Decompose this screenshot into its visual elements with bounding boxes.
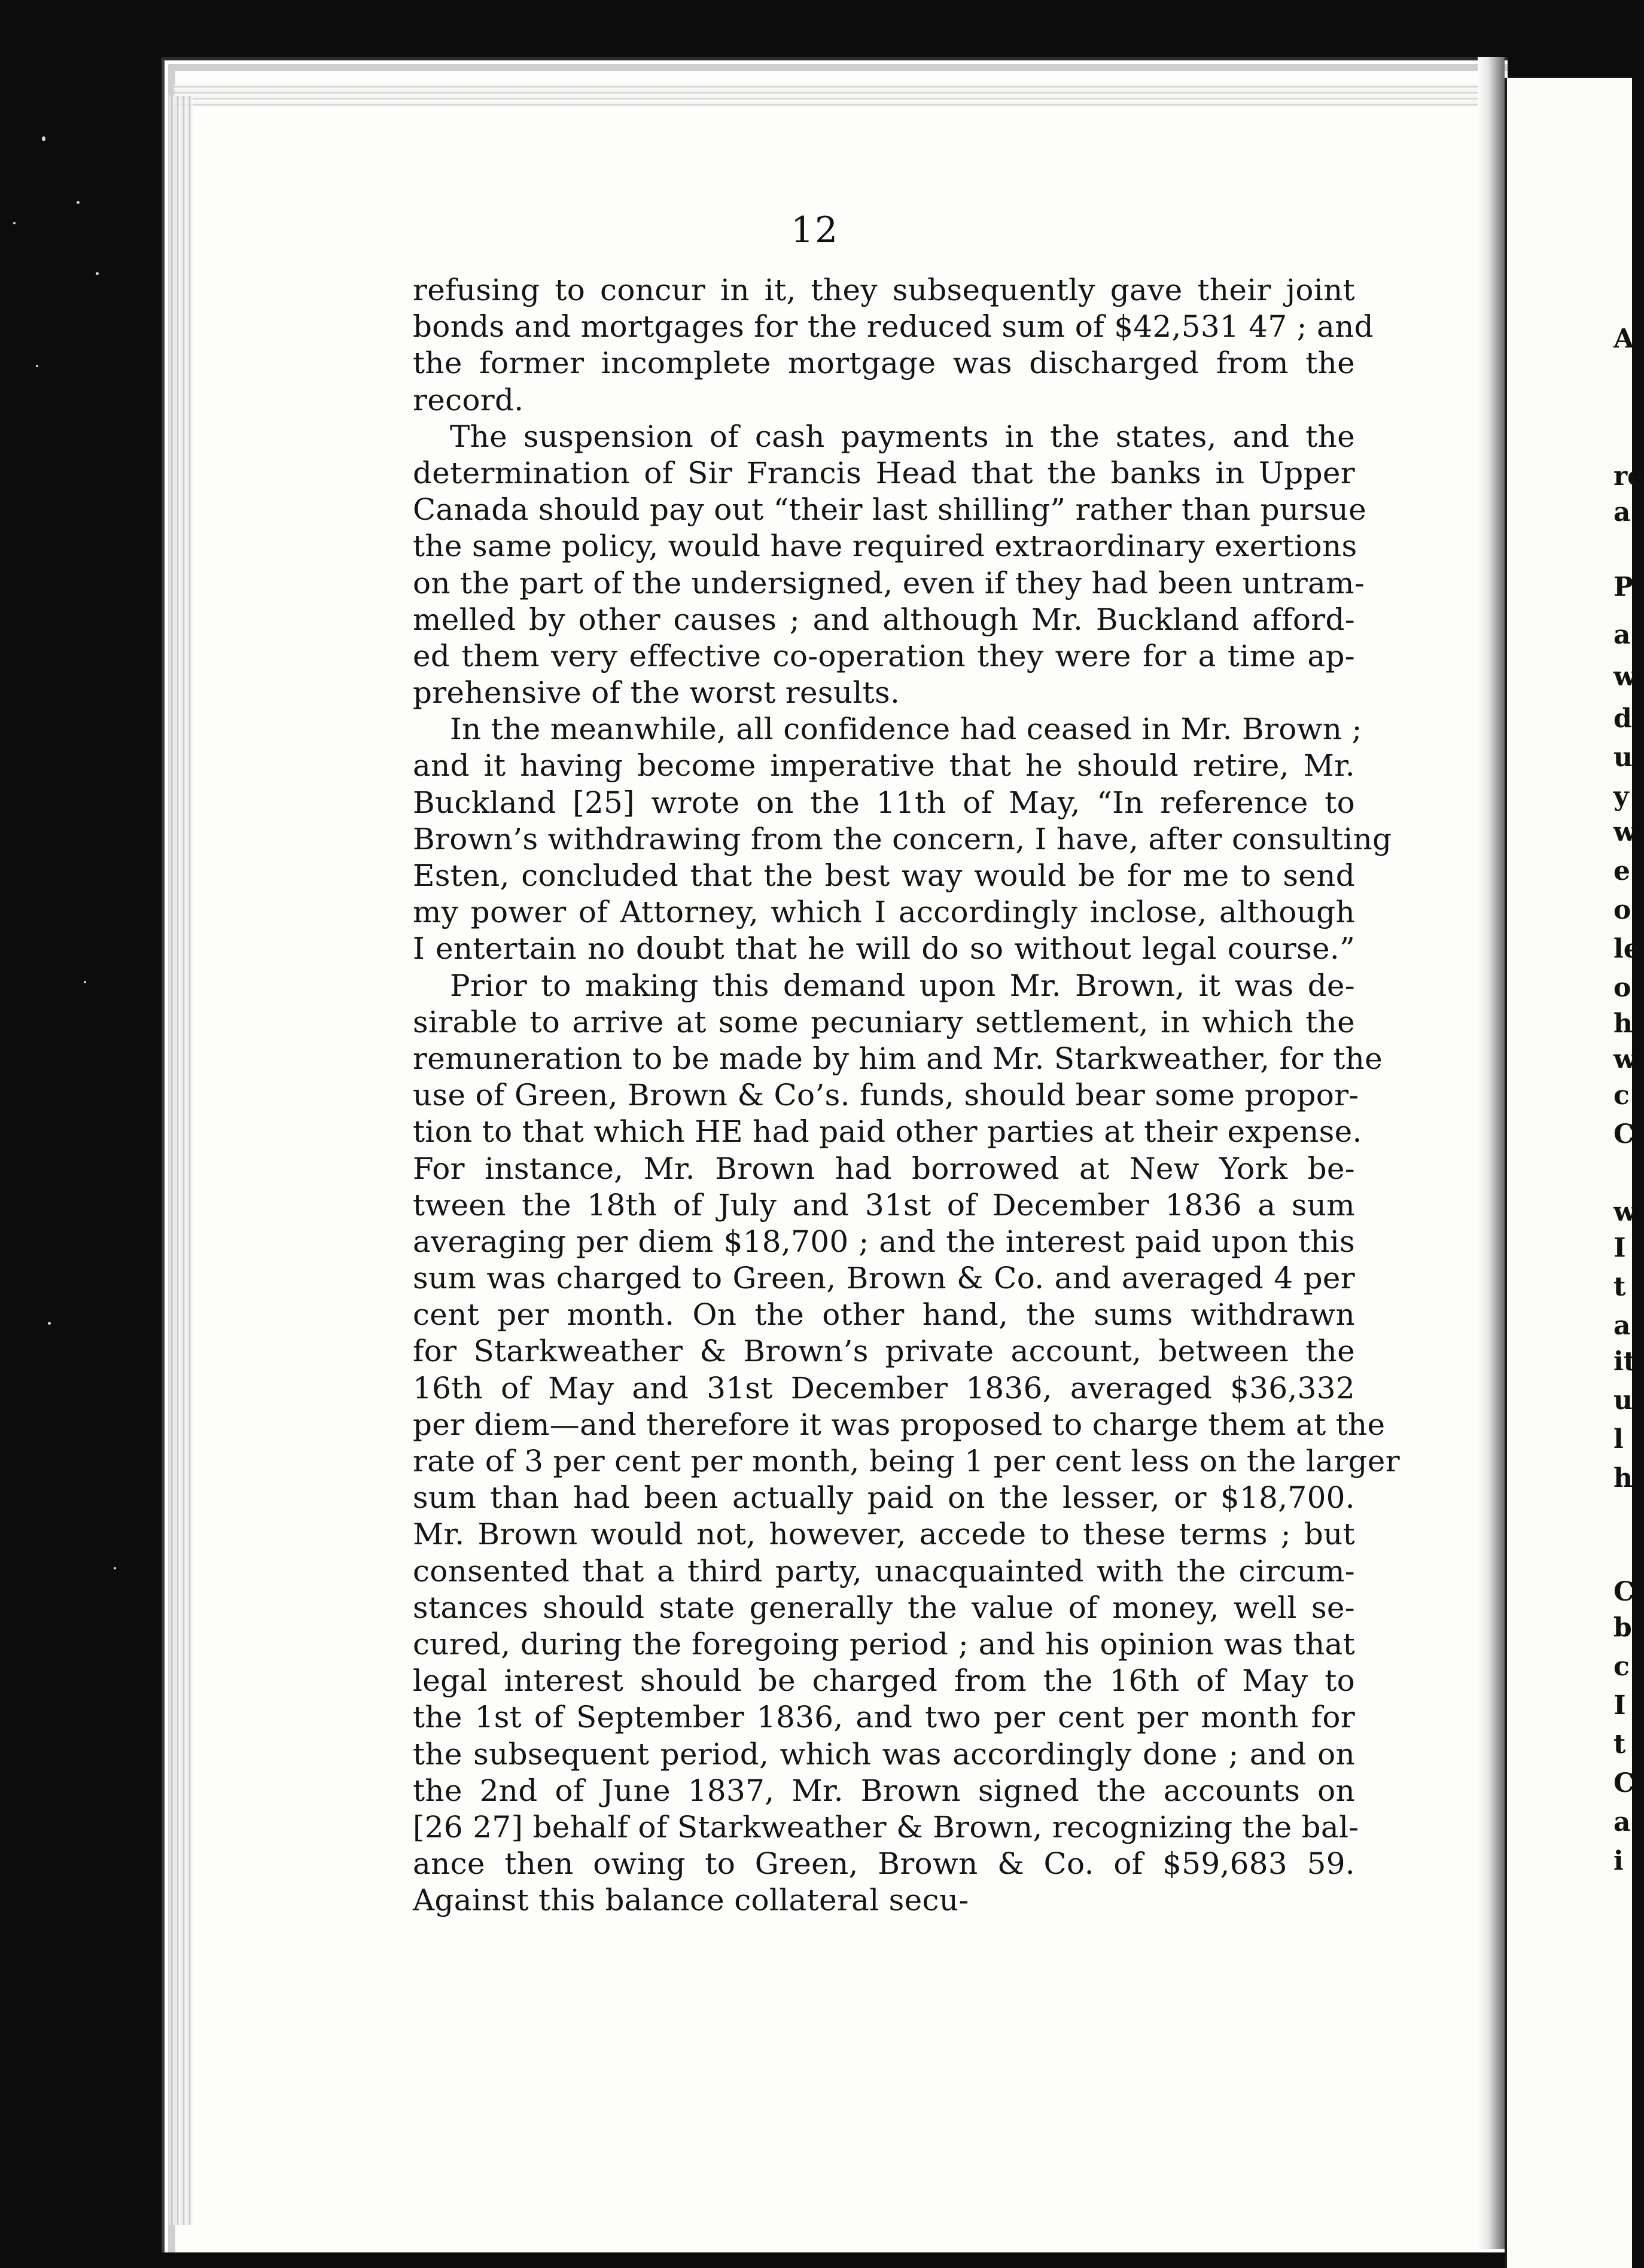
text-line: tion to that which HE had paid other parties at their expense.	[413, 1114, 1362, 1150]
text-line: my power of Attorney, which I accordingly inclose, although	[413, 895, 1355, 930]
background-speck	[42, 136, 45, 141]
text-line: sirable to arrive at some pecuniary settlement, in which the	[413, 1004, 1355, 1040]
text-line: Mr. Brown would not, however, accede to these terms ; but	[413, 1517, 1355, 1552]
text-line: Esten, concluded that the best way would be for me to send	[413, 858, 1355, 893]
text-line: The suspension of cash payments in the states, and the	[450, 419, 1355, 454]
facing-page-letter: w	[1613, 1197, 1636, 1227]
facing-page-letter: h	[1613, 1008, 1633, 1039]
book-gutter	[1478, 57, 1505, 2249]
background-speck	[114, 1567, 116, 1569]
text-line: determination of Sir Francis Head that the banks in Upper	[413, 455, 1355, 490]
facing-page-letter: le	[1613, 934, 1640, 964]
text-line: In the meanwhile, all confidence had ceased in Mr. Brown ;	[450, 712, 1362, 747]
body-text	[413, 272, 1400, 1919]
facing-page-letter: w	[1613, 817, 1636, 848]
text-line: use of Green, Brown & Co’s. funds, should bear some propor-	[413, 1078, 1359, 1113]
facing-page-letter: c	[1613, 1651, 1630, 1682]
facing-page-letter: o	[1613, 895, 1631, 925]
text-line: For instance, Mr. Brown had borrowed at New York be-	[413, 1151, 1355, 1186]
facing-page-letter: o	[1613, 973, 1631, 1003]
facing-page-letter: u	[1613, 742, 1633, 773]
facing-page-letter: w	[1613, 1044, 1636, 1075]
text-line: Brown’s withdrawing from the concern, I have, after consulting	[413, 821, 1392, 856]
text-line: record.	[413, 382, 524, 417]
text-line: Buckland [25] wrote on the 11th of May, “In reference to	[413, 785, 1355, 820]
facing-page-letter: C	[1613, 1577, 1635, 1607]
facing-page-letter: w	[1613, 662, 1636, 692]
text-line: on the part of the undersigned, even if they had been untram-	[413, 565, 1365, 600]
text-line: the subsequent period, which was accordingly done ; and on	[413, 1736, 1355, 1772]
facing-page-letter: A	[1613, 324, 1634, 354]
text-line: Prior to making this demand upon Mr. Brown, it was de-	[450, 968, 1355, 1003]
facing-page-letter: it	[1613, 1346, 1636, 1377]
text-line: averaging per diem $18,700 ; and the interest paid upon this	[413, 1224, 1355, 1259]
facing-page-letter: y	[1613, 781, 1629, 812]
text-line: 16th of May and 31st December 1836, averaged $36,332	[413, 1370, 1355, 1406]
text-line: the former incomplete mortgage was discharged from the	[413, 346, 1355, 381]
text-line: remuneration to be made by him and Mr. Starkweather, for the	[413, 1041, 1383, 1076]
text-line: ed them very effective co-operation they were for a time ap-	[413, 638, 1355, 673]
facing-page-letter: C	[1613, 1768, 1635, 1798]
facing-page-letter: t	[1613, 1729, 1626, 1760]
facing-page-letter: t	[1613, 1272, 1626, 1302]
facing-page-letter: h	[1613, 1463, 1633, 1493]
page-number: 12	[790, 209, 839, 251]
text-line: the 1st of September 1836, and two per cent per month for	[413, 1700, 1355, 1735]
facing-page-letter: a	[1613, 1310, 1631, 1341]
facing-page-letter: b	[1613, 1612, 1632, 1643]
background-speck	[84, 981, 86, 983]
background-speck	[96, 272, 99, 275]
page-edges-top	[173, 84, 1505, 108]
background-speck	[48, 1322, 51, 1325]
facing-page-letter: I	[1613, 1233, 1626, 1263]
facing-page-letter: i	[1613, 1846, 1624, 1876]
text-line: Canada should pay out “their last shilling” rather than pursue	[413, 492, 1367, 528]
facing-page-letter: d	[1613, 703, 1632, 734]
facing-page-letter: e	[1613, 856, 1630, 886]
text-line: melled by other causes ; and although Mr. Buckland afford-	[413, 602, 1355, 637]
facing-page-edge-text	[1507, 78, 1644, 2268]
text-line: sum than had been actually paid on the lesser, or $18,700.	[413, 1480, 1355, 1516]
facing-page-letter: u	[1613, 1385, 1633, 1416]
text-line: sum was charged to Green, Brown & Co. and averaged 4 per	[413, 1261, 1355, 1296]
facing-page-letter: a	[1613, 497, 1631, 528]
background-speck	[77, 201, 80, 204]
facing-page-letter: a	[1613, 620, 1631, 650]
text-line: refusing to concur in it, they subsequently gave their joint	[413, 273, 1355, 307]
text-line: per diem—and therefore it was proposed to charge them at the	[413, 1407, 1386, 1442]
text-line: cured, during the foregoing period ; and his opinion was that	[413, 1626, 1355, 1662]
facing-page-letter: c	[1613, 1080, 1630, 1111]
text-line: stances should state generally the value of money, well se-	[413, 1590, 1355, 1625]
facing-page	[1505, 78, 1644, 2268]
facing-page-letter: P	[1613, 572, 1634, 602]
page-edges-left	[169, 96, 193, 2225]
facing-page-letter: a	[1613, 1807, 1631, 1837]
facing-page-letter: re	[1613, 461, 1644, 492]
text-line: for Starkweather & Brown’s private account, between the	[413, 1334, 1355, 1369]
text-line: tween the 18th of July and 31st of December 1836 a sum	[413, 1187, 1355, 1223]
text-line: the same policy, would have required extraordinary exertions	[413, 529, 1357, 564]
text-line: ance then owing to Green, Brown & Co. of $59,683 59.	[413, 1846, 1355, 1882]
text-line: [26 27] behalf of Starkweather & Brown, recognizing the bal-	[413, 1809, 1359, 1845]
facing-page-letter: I	[1613, 1690, 1626, 1721]
text-line: and it having become imperative that he should retire, Mr.	[413, 748, 1355, 784]
facing-page-letter: C	[1613, 1119, 1635, 1150]
text-line: I entertain no doubt that he will do so without legal course.”	[413, 931, 1355, 967]
text-line: legal interest should be charged from the 16th of May to	[413, 1663, 1355, 1699]
text-line: rate of 3 per cent per month, being 1 per cent less on the larger	[413, 1444, 1400, 1479]
text-line: consented that a third party, unacquainted with the circum-	[413, 1553, 1355, 1589]
text-line: the 2nd of June 1837, Mr. Brown signed the accounts on	[413, 1773, 1355, 1808]
text-line: Against this balance collateral secu-	[413, 1883, 969, 1918]
text-line: bonds and mortgages for the reduced sum of $42,531 47 ; and	[413, 309, 1374, 345]
facing-page-letter: l	[1613, 1424, 1624, 1455]
text-line: prehensive of the worst results.	[413, 675, 900, 711]
text-line: cent per month. On the other hand, the sums withdrawn	[413, 1297, 1355, 1333]
background-speck	[36, 365, 38, 367]
